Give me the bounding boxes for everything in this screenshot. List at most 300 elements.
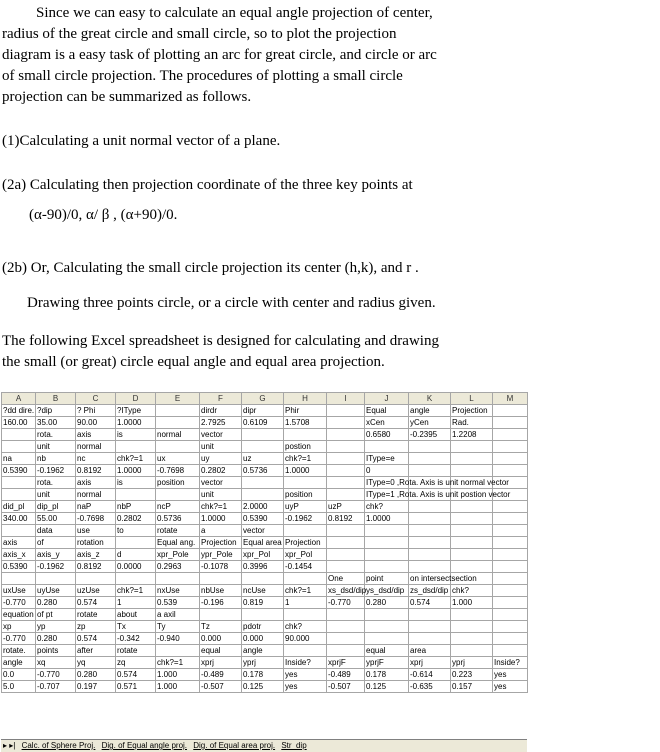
sheet-cell[interactable]: point — [365, 573, 409, 585]
sheet-cell[interactable] — [327, 525, 365, 537]
sheet-tab-dig-equal-area[interactable]: Dig. of Equal area proj. — [193, 741, 276, 750]
sheet-cell[interactable]: pdotr — [242, 621, 284, 633]
sheet-cell[interactable]: rotate — [156, 525, 200, 537]
sheet-cell[interactable]: 1.0000 — [116, 465, 156, 477]
sheet-cell[interactable]: dip_pl — [36, 501, 76, 513]
sheet-cell[interactable]: angle — [2, 657, 36, 669]
sheet-cell[interactable]: normal — [76, 441, 116, 453]
sheet-cell[interactable]: position — [284, 489, 327, 501]
column-header[interactable]: B — [36, 393, 76, 405]
sheet-cell[interactable]: equation — [3, 609, 34, 619]
sheet-cell[interactable] — [116, 573, 156, 585]
sheet-cell[interactable] — [327, 441, 365, 453]
sheet-cell[interactable]: -0.770 — [327, 597, 365, 609]
sheet-cell[interactable]: area — [409, 645, 451, 657]
sheet-cell[interactable]: 0.5390 — [242, 513, 284, 525]
sheet-cell[interactable]: of — [36, 537, 76, 549]
sheet-cell[interactable] — [2, 525, 36, 537]
column-header[interactable]: A — [2, 393, 36, 405]
sheet-cell[interactable] — [242, 441, 284, 453]
sheet-cell[interactable] — [451, 537, 493, 549]
sheet-cell[interactable]: -0.489 — [327, 669, 365, 681]
sheet-cell[interactable]: Equal area — [243, 537, 282, 547]
sheet-cell[interactable] — [200, 573, 242, 585]
sheet-cell[interactable] — [493, 561, 528, 573]
sheet-cell[interactable]: zq — [116, 657, 156, 669]
sheet-cell[interactable]: 1.000 — [156, 669, 200, 681]
sheet-cell[interactable]: 1.0000 — [116, 417, 156, 429]
sheet-cell[interactable]: axis — [76, 429, 116, 441]
sheet-cell[interactable]: Phir — [284, 405, 327, 417]
sheet-cell[interactable] — [409, 501, 451, 513]
sheet-cell[interactable]: 0.574 — [409, 597, 451, 609]
sheet-cell[interactable]: 1.0000 — [200, 513, 242, 525]
sheet-cell[interactable] — [493, 441, 528, 453]
sheet-cell[interactable]: -0.7698 — [76, 513, 116, 525]
sheet-cell[interactable]: xp — [2, 621, 36, 633]
sheet-cell[interactable] — [2, 573, 36, 585]
sheet-cell[interactable]: yprj — [451, 657, 493, 669]
sheet-cell[interactable]: 1.5708 — [284, 417, 327, 429]
sheet-cell[interactable] — [493, 597, 528, 609]
sheet-cell[interactable] — [409, 525, 451, 537]
sheet-cell[interactable]: 0.5736 — [156, 513, 200, 525]
sheet-cell[interactable]: nbUse — [200, 585, 242, 597]
sheet-cell[interactable]: Inside? — [493, 657, 528, 669]
sheet-cell[interactable]: xCen — [365, 417, 409, 429]
sheet-cell[interactable]: chk?=1 — [200, 501, 242, 513]
sheet-cell[interactable] — [493, 633, 528, 645]
sheet-cell[interactable] — [327, 645, 365, 657]
sheet-cell[interactable]: na — [2, 453, 36, 465]
sheet-cell[interactable] — [156, 489, 200, 501]
column-header[interactable]: D — [116, 393, 156, 405]
sheet-cell[interactable] — [409, 465, 451, 477]
column-header[interactable]: M — [493, 393, 528, 405]
sheet-cell[interactable]: 0.2802 — [116, 513, 156, 525]
sheet-cell[interactable] — [327, 609, 365, 621]
sheet-cell[interactable]: 160.00 — [2, 417, 36, 429]
sheet-cell[interactable]: rota. — [36, 429, 76, 441]
sheet-cell[interactable] — [2, 489, 36, 501]
sheet-cell[interactable]: 0.574 — [116, 669, 156, 681]
sheet-cell[interactable] — [409, 609, 451, 621]
sheet-cell[interactable] — [365, 549, 409, 561]
sheet-cell[interactable]: axis — [2, 537, 36, 549]
sheet-cell[interactable]: angle — [242, 645, 284, 657]
sheet-cell[interactable] — [327, 633, 365, 645]
sheet-cell[interactable]: 1.2208 — [451, 429, 493, 441]
sheet-cell[interactable]: chk?=1 — [284, 453, 327, 465]
sheet-cell[interactable]: 0.0000 — [116, 561, 156, 573]
sheet-cell[interactable]: yes — [284, 681, 327, 693]
sheet-cell[interactable]: rotate. — [2, 645, 36, 657]
sheet-cell[interactable]: -0.770 — [2, 597, 36, 609]
sheet-cell[interactable] — [409, 561, 451, 573]
sheet-cell[interactable]: xpr_Pol — [284, 549, 327, 561]
sheet-cell[interactable]: to — [116, 525, 156, 537]
sheet-cell[interactable]: -0.7698 — [156, 465, 200, 477]
sheet-cell[interactable]: -0.770 — [2, 633, 36, 645]
sheet-cell[interactable]: 0.574 — [76, 597, 116, 609]
sheet-cell[interactable] — [451, 513, 493, 525]
sheet-cell[interactable] — [409, 537, 451, 549]
sheet-cell[interactable]: vector — [200, 477, 242, 489]
sheet-cell[interactable]: Equal ang. — [156, 537, 200, 549]
sheet-cell[interactable]: rotation — [76, 537, 116, 549]
sheet-cell[interactable] — [451, 465, 493, 477]
sheet-cell[interactable] — [493, 501, 528, 513]
sheet-cell[interactable]: Rad. — [451, 417, 493, 429]
sheet-cell[interactable] — [451, 645, 493, 657]
sheet-cell[interactable] — [284, 645, 327, 657]
sheet-cell[interactable] — [327, 465, 365, 477]
sheet-cell[interactable] — [493, 621, 528, 633]
sheet-cell[interactable] — [451, 525, 493, 537]
sheet-cell[interactable]: yp — [36, 621, 76, 633]
sheet-cell[interactable]: data — [36, 525, 76, 537]
sheet-cell[interactable] — [409, 633, 451, 645]
sheet-cell[interactable]: nxUse — [156, 585, 200, 597]
column-header[interactable]: I — [327, 393, 365, 405]
sheet-cell[interactable]: unit — [36, 441, 76, 453]
sheet-cell[interactable] — [2, 477, 36, 489]
sheet-cell[interactable]: angle — [409, 405, 451, 417]
sheet-cell[interactable]: normal — [76, 489, 116, 501]
sheet-cell[interactable]: -0.635 — [409, 681, 451, 693]
sheet-cell[interactable]: 1 — [284, 597, 327, 609]
sheet-cell[interactable] — [493, 429, 528, 441]
sheet-cell[interactable]: equal — [365, 645, 409, 657]
sheet-tab-dig-equal-angle[interactable]: Dig. of Equal angle proj. — [101, 741, 188, 750]
sheet-cell[interactable]: -0.507 — [200, 681, 242, 693]
sheet-cell[interactable] — [242, 609, 284, 621]
sheet-cell[interactable]: rota. — [36, 477, 76, 489]
sheet-cell[interactable] — [284, 609, 327, 621]
sheet-cell[interactable] — [327, 561, 365, 573]
sheet-cell[interactable]: axis_y — [36, 549, 76, 561]
sheet-cell[interactable] — [284, 429, 327, 441]
sheet-cell[interactable] — [116, 489, 156, 501]
sheet-cell[interactable]: Inside? — [284, 657, 327, 669]
sheet-cell[interactable]: 340.00 — [2, 513, 36, 525]
sheet-cell[interactable]: a axil — [156, 609, 200, 621]
sheet-cell[interactable]: -0.1454 — [284, 561, 327, 573]
sheet-cell[interactable]: 0.3996 — [242, 561, 284, 573]
sheet-cell[interactable]: 1.0000 — [284, 465, 327, 477]
sheet-cell[interactable]: is — [116, 429, 156, 441]
sheet-cell[interactable]: 2.0000 — [242, 501, 284, 513]
sheet-cell[interactable]: uyUse — [36, 585, 76, 597]
sheet-cell[interactable] — [451, 633, 493, 645]
sheet-cell[interactable]: about — [116, 609, 156, 621]
sheet-cell[interactable]: xprj — [409, 657, 451, 669]
sheet-cell[interactable]: 0.574 — [76, 633, 116, 645]
sheet-cell[interactable] — [156, 441, 200, 453]
sheet-cell[interactable]: axis_x — [2, 549, 36, 561]
sheet-cell[interactable]: 0.2963 — [156, 561, 200, 573]
sheet-cell[interactable] — [327, 537, 365, 549]
sheet-cell[interactable] — [365, 537, 409, 549]
sheet-cell[interactable]: yCen — [409, 417, 451, 429]
sheet-cell[interactable] — [156, 645, 200, 657]
sheet-cell[interactable]: naP — [76, 501, 116, 513]
sheet-cell[interactable] — [284, 573, 327, 585]
sheet-cell[interactable]: -0.1962 — [36, 561, 76, 573]
sheet-cell[interactable]: rotate — [116, 645, 156, 657]
sheet-cell[interactable]: after — [76, 645, 116, 657]
sheet-cell[interactable] — [365, 525, 409, 537]
sheet-cell[interactable]: 0 — [365, 465, 409, 477]
sheet-cell[interactable]: uzP — [327, 501, 365, 513]
sheet-cell[interactable]: unit — [200, 489, 242, 501]
sheet-cell[interactable]: 0.8192 — [76, 465, 116, 477]
sheet-cell[interactable]: -0.614 — [409, 669, 451, 681]
sheet-cell[interactable] — [409, 513, 451, 525]
sheet-cell[interactable]: chk? — [365, 501, 409, 513]
sheet-cell[interactable] — [2, 429, 36, 441]
sheet-cell[interactable]: nc — [76, 453, 116, 465]
sheet-cell[interactable] — [242, 573, 284, 585]
sheet-cell[interactable]: -0.2395 — [409, 429, 451, 441]
sheet-cell[interactable] — [327, 621, 365, 633]
column-header[interactable]: G — [242, 393, 284, 405]
sheet-cell[interactable]: One — [327, 573, 365, 585]
sheet-cell[interactable]: ys_dsd/dip — [365, 585, 409, 597]
sheet-cell[interactable]: equal — [200, 645, 242, 657]
sheet-cell[interactable]: 0.2802 — [200, 465, 242, 477]
sheet-cell[interactable]: is — [116, 477, 156, 489]
sheet-cell[interactable]: 0.5390 — [2, 561, 36, 573]
sheet-cell[interactable]: 0.280 — [36, 633, 76, 645]
sheet-cell[interactable]: Projection — [284, 537, 327, 549]
sheet-cell[interactable]: Ty — [156, 621, 200, 633]
sheet-cell[interactable]: 0.125 — [242, 681, 284, 693]
sheet-cell[interactable]: 35.00 — [36, 417, 76, 429]
sheet-cell[interactable] — [200, 609, 242, 621]
sheet-cell[interactable]: -0.507 — [327, 681, 365, 693]
sheet-cell[interactable]: 0.178 — [242, 669, 284, 681]
sheet-cell[interactable] — [493, 537, 528, 549]
sheet-cell[interactable]: use — [76, 525, 116, 537]
sheet-cell[interactable] — [284, 477, 327, 489]
sheet-cell[interactable]: 1.0000 — [365, 513, 409, 525]
sheet-cell[interactable]: 0.5736 — [242, 465, 284, 477]
sheet-cell[interactable]: 0.819 — [242, 597, 284, 609]
sheet-cell[interactable]: normal — [156, 429, 200, 441]
sheet-cell[interactable]: 0.571 — [116, 681, 156, 693]
sheet-cell[interactable] — [327, 477, 365, 489]
sheet-cell[interactable]: chk?=1 — [116, 453, 156, 465]
sheet-cell[interactable]: uzUse — [76, 585, 116, 597]
sheet-cell[interactable]: ypr_Pole — [200, 549, 242, 561]
sheet-cell[interactable] — [451, 441, 493, 453]
sheet-cell[interactable]: -0.940 — [156, 633, 200, 645]
sheet-cell[interactable]: axis_z — [76, 549, 116, 561]
sheet-cell[interactable]: did_pl — [2, 501, 36, 513]
sheet-cell[interactable]: dipr — [242, 405, 284, 417]
sheet-cell[interactable]: Tx — [116, 621, 156, 633]
sheet-cell[interactable] — [242, 489, 284, 501]
sheet-cell[interactable] — [156, 573, 200, 585]
sheet-cell[interactable]: -0.342 — [116, 633, 156, 645]
sheet-cell[interactable]: yes — [493, 681, 528, 693]
sheet-cell[interactable] — [451, 501, 493, 513]
sheet-cell[interactable] — [493, 513, 528, 525]
sheet-cell[interactable] — [493, 645, 528, 657]
sheet-cell[interactable]: 1.000 — [156, 681, 200, 693]
sheet-cell[interactable]: chk?=1 — [116, 585, 156, 597]
sheet-cell[interactable]: -0.770 — [36, 669, 76, 681]
sheet-cell[interactable] — [365, 441, 409, 453]
column-header[interactable]: H — [284, 393, 327, 405]
sheet-cell[interactable]: d — [116, 549, 156, 561]
column-header[interactable]: J — [365, 393, 409, 405]
sheet-cell[interactable]: 0.280 — [76, 669, 116, 681]
sheet-cell[interactable]: IType=0 ,Rota. Axis is unit normal vector — [366, 477, 509, 487]
sheet-cell[interactable] — [365, 633, 409, 645]
sheet-cell[interactable]: chk?=1 — [284, 585, 327, 597]
sheet-cell[interactable]: 0.6580 — [365, 429, 409, 441]
sheet-cell[interactable]: unit — [36, 489, 76, 501]
sheet-cell[interactable]: vector — [200, 429, 242, 441]
column-header[interactable]: C — [76, 393, 116, 405]
sheet-cell[interactable]: 1.000 — [451, 597, 493, 609]
sheet-cell[interactable] — [409, 549, 451, 561]
sheet-cell[interactable] — [327, 549, 365, 561]
sheet-cell[interactable]: rotate — [76, 609, 116, 621]
column-header[interactable]: L — [451, 393, 493, 405]
sheet-cell[interactable] — [451, 453, 493, 465]
sheet-cell[interactable] — [242, 477, 284, 489]
sheet-cell[interactable] — [116, 441, 156, 453]
sheet-cell[interactable]: xpr_Pol — [242, 549, 284, 561]
sheet-cell[interactable]: Projection — [451, 405, 493, 417]
sheet-cell[interactable]: xprj — [200, 657, 242, 669]
sheet-cell[interactable]: -0.1078 — [200, 561, 242, 573]
sheet-cell[interactable]: uz — [242, 453, 284, 465]
sheet-cell[interactable]: IType=1 ,Rota. Axis is unit postion vector — [366, 489, 511, 499]
sheet-cell[interactable]: 0.6109 — [242, 417, 284, 429]
sheet-cell[interactable] — [36, 573, 76, 585]
sheet-cell[interactable]: 5.0 — [2, 681, 36, 693]
sheet-cell[interactable]: on intersectsection — [410, 573, 477, 583]
sheet-cell[interactable] — [327, 429, 365, 441]
sheet-cell[interactable]: yes — [493, 669, 528, 681]
sheet-cell[interactable] — [365, 609, 409, 621]
sheet-cell[interactable]: -0.1962 — [36, 465, 76, 477]
sheet-cell[interactable]: 55.00 — [36, 513, 76, 525]
sheet-cell[interactable]: 0.157 — [451, 681, 493, 693]
sheet-cell[interactable]: position — [156, 477, 200, 489]
sheet-cell[interactable]: chk? — [284, 621, 327, 633]
sheet-cell[interactable] — [493, 453, 528, 465]
sheet-cell[interactable]: xs_dsd/dip — [328, 585, 367, 595]
sheet-cell[interactable]: 0.280 — [36, 597, 76, 609]
sheet-cell[interactable]: 90.00 — [76, 417, 116, 429]
sheet-cell[interactable]: xprjF — [327, 657, 365, 669]
sheet-cell[interactable]: ?dip — [36, 405, 76, 417]
sheet-cell[interactable]: ? Phi — [76, 405, 116, 417]
sheet-nav-arrows[interactable]: ▸ ▸| — [3, 741, 16, 750]
sheet-cell[interactable]: 2.7925 — [200, 417, 242, 429]
sheet-cell[interactable]: 0.8192 — [327, 513, 365, 525]
sheet-cell[interactable]: zp — [76, 621, 116, 633]
sheet-cell[interactable]: chk? — [451, 585, 493, 597]
column-header[interactable]: F — [200, 393, 242, 405]
sheet-cell[interactable] — [156, 405, 200, 417]
sheet-cell[interactable]: ncUse — [242, 585, 284, 597]
column-header[interactable]: K — [409, 393, 451, 405]
sheet-cell[interactable]: dirdr — [200, 405, 242, 417]
sheet-cell[interactable] — [409, 441, 451, 453]
sheet-cell[interactable] — [451, 609, 493, 621]
sheet-cell[interactable] — [493, 525, 528, 537]
sheet-cell[interactable]: chk?=1 — [156, 657, 200, 669]
sheet-cell[interactable] — [409, 621, 451, 633]
sheet-cell[interactable] — [493, 405, 528, 417]
sheet-tab-calc-sphere-proj[interactable]: Calc. of Sphere Proj. — [21, 741, 96, 750]
sheet-cell[interactable]: a — [200, 525, 242, 537]
sheet-cell[interactable] — [365, 621, 409, 633]
sheet-cell[interactable] — [156, 417, 200, 429]
sheet-cell[interactable]: ux — [156, 453, 200, 465]
sheet-cell[interactable] — [409, 453, 451, 465]
sheet-cell[interactable]: nbP — [116, 501, 156, 513]
sheet-cell[interactable]: 0.0 — [2, 669, 36, 681]
sheet-cell[interactable]: unit — [200, 441, 242, 453]
sheet-cell[interactable] — [451, 621, 493, 633]
column-header[interactable]: E — [156, 393, 200, 405]
sheet-cell[interactable]: Projection — [200, 537, 242, 549]
sheet-cell[interactable]: yprjF — [365, 657, 409, 669]
sheet-cell[interactable] — [493, 573, 528, 585]
sheet-cell[interactable]: nb — [36, 453, 76, 465]
sheet-cell[interactable]: uy — [200, 453, 242, 465]
sheet-cell[interactable]: ?dd dire. — [3, 405, 35, 415]
sheet-cell[interactable] — [242, 429, 284, 441]
sheet-cell[interactable]: -0.707 — [36, 681, 76, 693]
sheet-cell[interactable]: -0.1962 — [284, 513, 327, 525]
sheet-cell[interactable] — [116, 537, 156, 549]
sheet-cell[interactable]: xpr_Pole — [156, 549, 200, 561]
sheet-cell[interactable]: postion — [284, 441, 327, 453]
sheet-cell[interactable]: yq — [76, 657, 116, 669]
sheet-cell[interactable] — [327, 453, 365, 465]
sheet-cell[interactable]: 0.125 — [365, 681, 409, 693]
sheet-cell[interactable]: uxUse — [2, 585, 36, 597]
sheet-cell[interactable]: 0.000 — [242, 633, 284, 645]
sheet-cell[interactable]: uyP — [284, 501, 327, 513]
sheet-cell[interactable] — [493, 609, 528, 621]
sheet-cell[interactable]: Equal — [365, 405, 409, 417]
sheet-cell[interactable]: zs_dsd/dip — [409, 585, 451, 597]
sheet-cell[interactable]: -0.489 — [200, 669, 242, 681]
sheet-cell[interactable]: 90.000 — [284, 633, 327, 645]
sheet-cell[interactable]: 0.178 — [365, 669, 409, 681]
sheet-cell[interactable] — [451, 549, 493, 561]
sheet-cell[interactable]: 0.280 — [365, 597, 409, 609]
sheet-cell[interactable]: 0.539 — [156, 597, 200, 609]
sheet-cell[interactable]: 1 — [116, 597, 156, 609]
sheet-cell[interactable] — [493, 585, 528, 597]
sheet-cell[interactable] — [2, 441, 36, 453]
sheet-cell[interactable] — [327, 405, 365, 417]
sheet-tab-str-dip[interactable]: Str_dip — [281, 741, 307, 750]
sheet-cell[interactable]: vector — [242, 525, 284, 537]
sheet-cell[interactable]: yes — [284, 669, 327, 681]
sheet-cell[interactable]: IType=e — [365, 453, 409, 465]
